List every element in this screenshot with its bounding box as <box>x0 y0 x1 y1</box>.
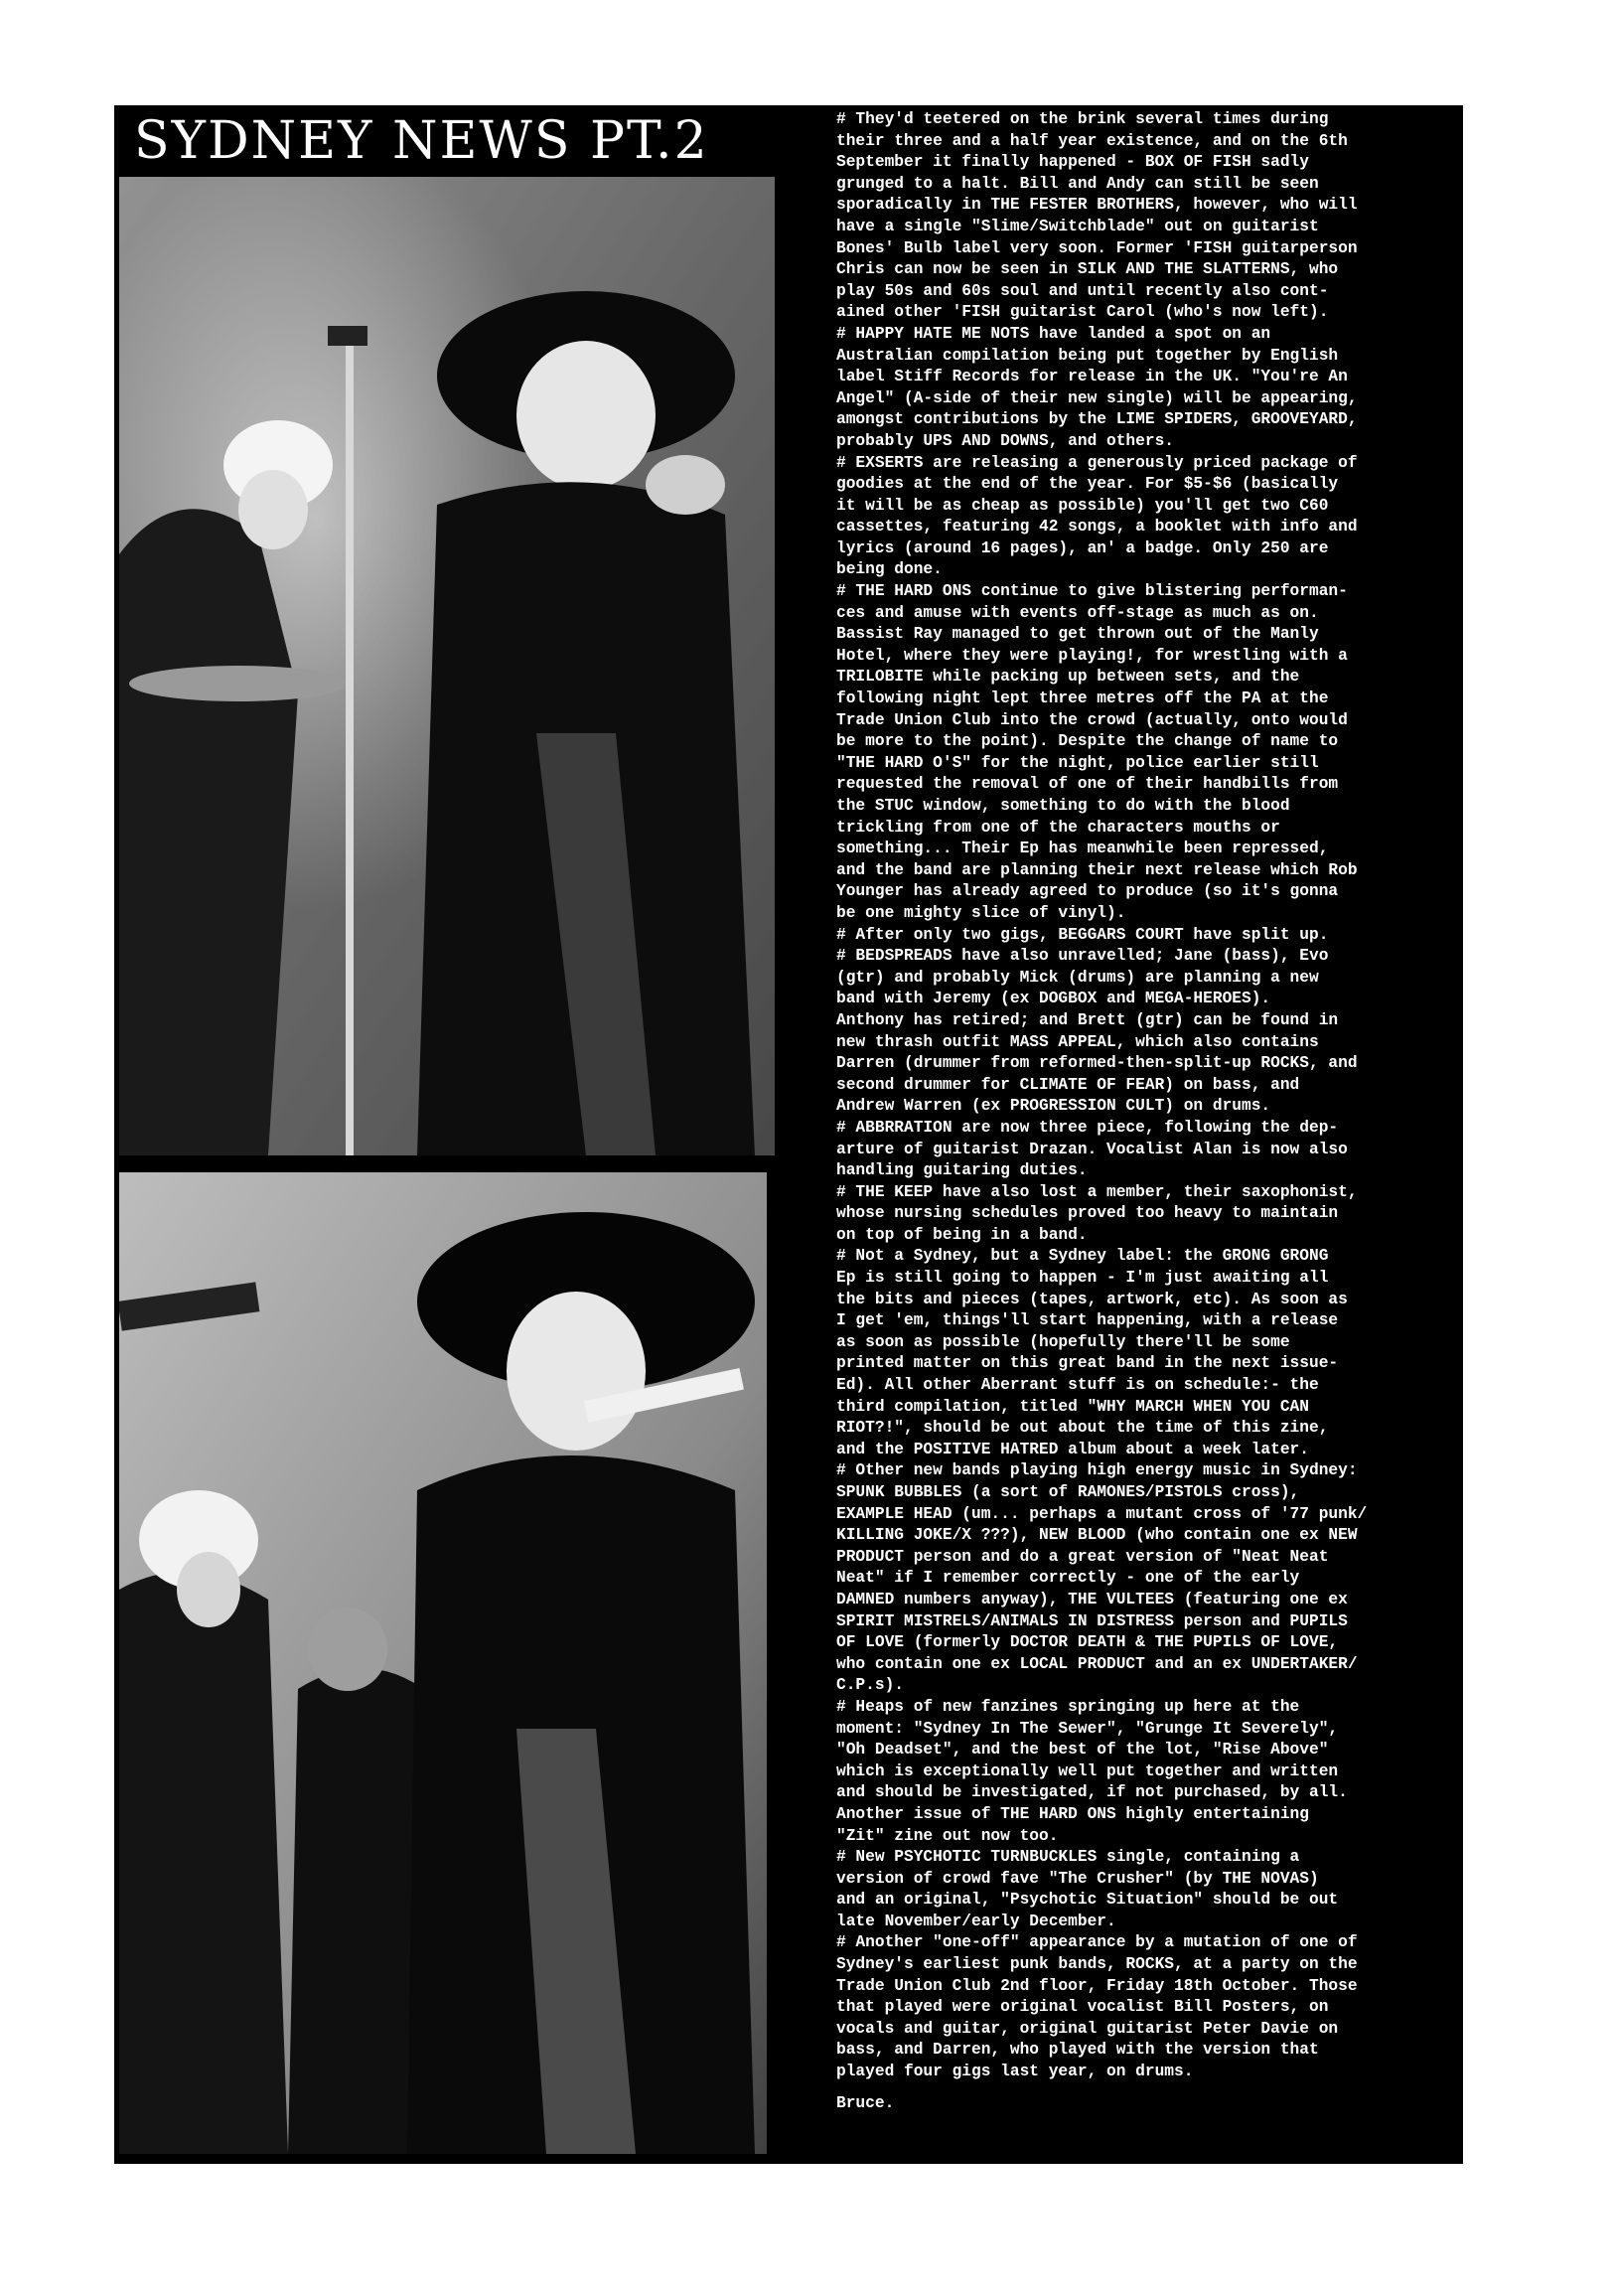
news-item: # Other new bands playing high energy music in Sydney: SPUNK BUBBLES (a sort of RAMONES/PISTOLS cross), EXAMPLE HEAD (um... perhaps a mutant cross of '77 punk/ KILLING JOKE/X ???), NEW BLOOD (who contain one ex NEW PRODUCT person and do a great version of "Neat Neat Neat" if I remember correctly - one of the early DAMNED numbers anyway), THE VULTEES (featuring one ex SPIRIT MISTRELS/ANIMALS IN DISTRESS person and PUPILS OF LOVE (formerly DOCTOR DEATH & THE PUPILS OF LOVE, who contain one ex LOCAL PRODUCT and an ex UNDERTAKER/ C.P.s). <box>836 1461 1368 1695</box>
band-photo-bottom <box>119 1172 767 2154</box>
news-item: # BEDSPREADS have also unravelled; Jane (bass), Evo (gtr) and probably Mick (drums) are planning a new band with Jeremy (ex DOGBOX and MEGA-HEROES). Anthony has retired; and Brett (gtr) can be found in new thrash outfit MASS APPEAL, which also contains Darren (drummer from reformed-then-split-up ROCKS, and second drummer for CLIMATE OF FEAR) on bass, and Andrew Warren (ex PROGRESSION CULT) on drums. <box>836 947 1358 1116</box>
author-byline: Bruce. <box>836 2093 895 2112</box>
news-item: # After only two gigs, BEGGARS COURT have split up. <box>836 925 1329 944</box>
news-item: # They'd teetered on the brink several times during their three and a half year existence, and on the 6th September it finally happened - BOX OF FISH sadly grunged to a halt. Bill and Andy can still be seen sporadically in THE FESTER BROTHERS, however, who will have a single "Slime/Switchblade" out on guitarist Bones' Bulb label very soon. Former 'FISH guitarperson Chris can now be seen in SILK AND THE SLATTERNS, who play 50s and 60s soul and until recently also cont- ained other 'FISH guitarist Carol (who's now left). <box>836 110 1358 322</box>
page-title: SYDNEY NEWS PT.2 <box>134 111 709 171</box>
news-item: # THE KEEP have also lost a member, their saxophonist, whose nursing schedules proved too heavy to maintain on top of being in a band. <box>836 1182 1358 1244</box>
news-item: # New PSYCHOTIC TURNBUCKLES single, containing a version of crowd fave "The Crusher" (by THE NOVAS) and an original, "Psychotic Situation" should be out late November/early December. <box>836 1848 1339 1930</box>
band-photo-top <box>119 177 775 1155</box>
news-item: # Another "one-off" appearance by a mutation of one of Sydney's earliest punk bands, ROCKS, at a party on the Trade Union Club 2nd floor, Friday 18th October. Those that played were original vocalist Bill Posters, on vocals and guitar, original guitarist Peter Davie on bass, and Darren, who played with the version that played four gigs last year, on drums. <box>836 1933 1358 2081</box>
news-item: # Heaps of new fanzines springing up here at the moment: "Sydney In The Sewer", "Grunge It Severely", "Oh Deadset", and the best of the lot, "Rise Above" which is exceptionally well put together and written and should be investigated, if not purchased, by all. Another issue of THE HARD ONS highly entertaining "Zit" zine out now too. <box>836 1697 1348 1845</box>
news-item: # HAPPY HATE ME NOTS have landed a spot on an Australian compilation being put together by English label Stiff Records for release in the UK. "You're An Angel" (A-side of their new single) will be appearing, amongst contributions by the LIME SPIDERS, GROOVEYARD, probably UPS AND DOWNS, and others. <box>836 324 1358 450</box>
news-article <box>836 109 1452 2156</box>
news-item: # Not a Sydney, but a Sydney label: the GRONG GRONG Ep is still going to happen - I'm just awaiting all the bits and pieces (tapes, artwork, etc). As soon as I get 'em, things'll start happening, with a release as soon as possible (hopefully there'll be some printed matter on this great band in the next issue- Ed). All other Aberrant stuff is on schedule:- the third compilation, titled "WHY MARCH WHEN YOU CAN RIOT?!", should be out about the time of this zine, and the POSITIVE HATRED album about a week later. <box>836 1247 1348 1458</box>
news-item: # ABBRRATION are now three piece, following the dep- arture of guitarist Drazan. Vocalist Alan is now also handling guitaring duties. <box>836 1118 1348 1180</box>
news-item: # EXSERTS are releasing a generously priced package of goodies at the end of the year. For $5-$6 (basically it will be as cheap as possible) you'll get two C60 cassettes, featuring 42 songs, a booklet with info and lyrics (around 16 pages), an' a badge. Only 250 are being done. <box>836 453 1358 579</box>
news-item: # THE HARD ONS continue to give blistering performan- ces and amuse with events off-stage as much as on. Bassist Ray managed to get thrown out of the Manly Hotel, where they were playing!, for wrestling with a TRILOBITE while packing up between sets, and the following night lept three metres off the PA at the Trade Union Club into the crowd (actually, onto would be more to the point). Despite the change of name to "THE HARD O'S" for the night, police earlier still requested the removal of one of their handbills from the STUC window, something to do with the blood trickling from one of the characters mouths or something... Their Ep has meanwhile been repressed, and the band are planning their next release which Rob Younger has already agreed to produce (so it's gonna be one mighty slice of vinyl). <box>836 582 1358 922</box>
band-performance-photo-icon <box>119 177 775 1155</box>
band-performance-photo-icon <box>119 1172 767 2154</box>
